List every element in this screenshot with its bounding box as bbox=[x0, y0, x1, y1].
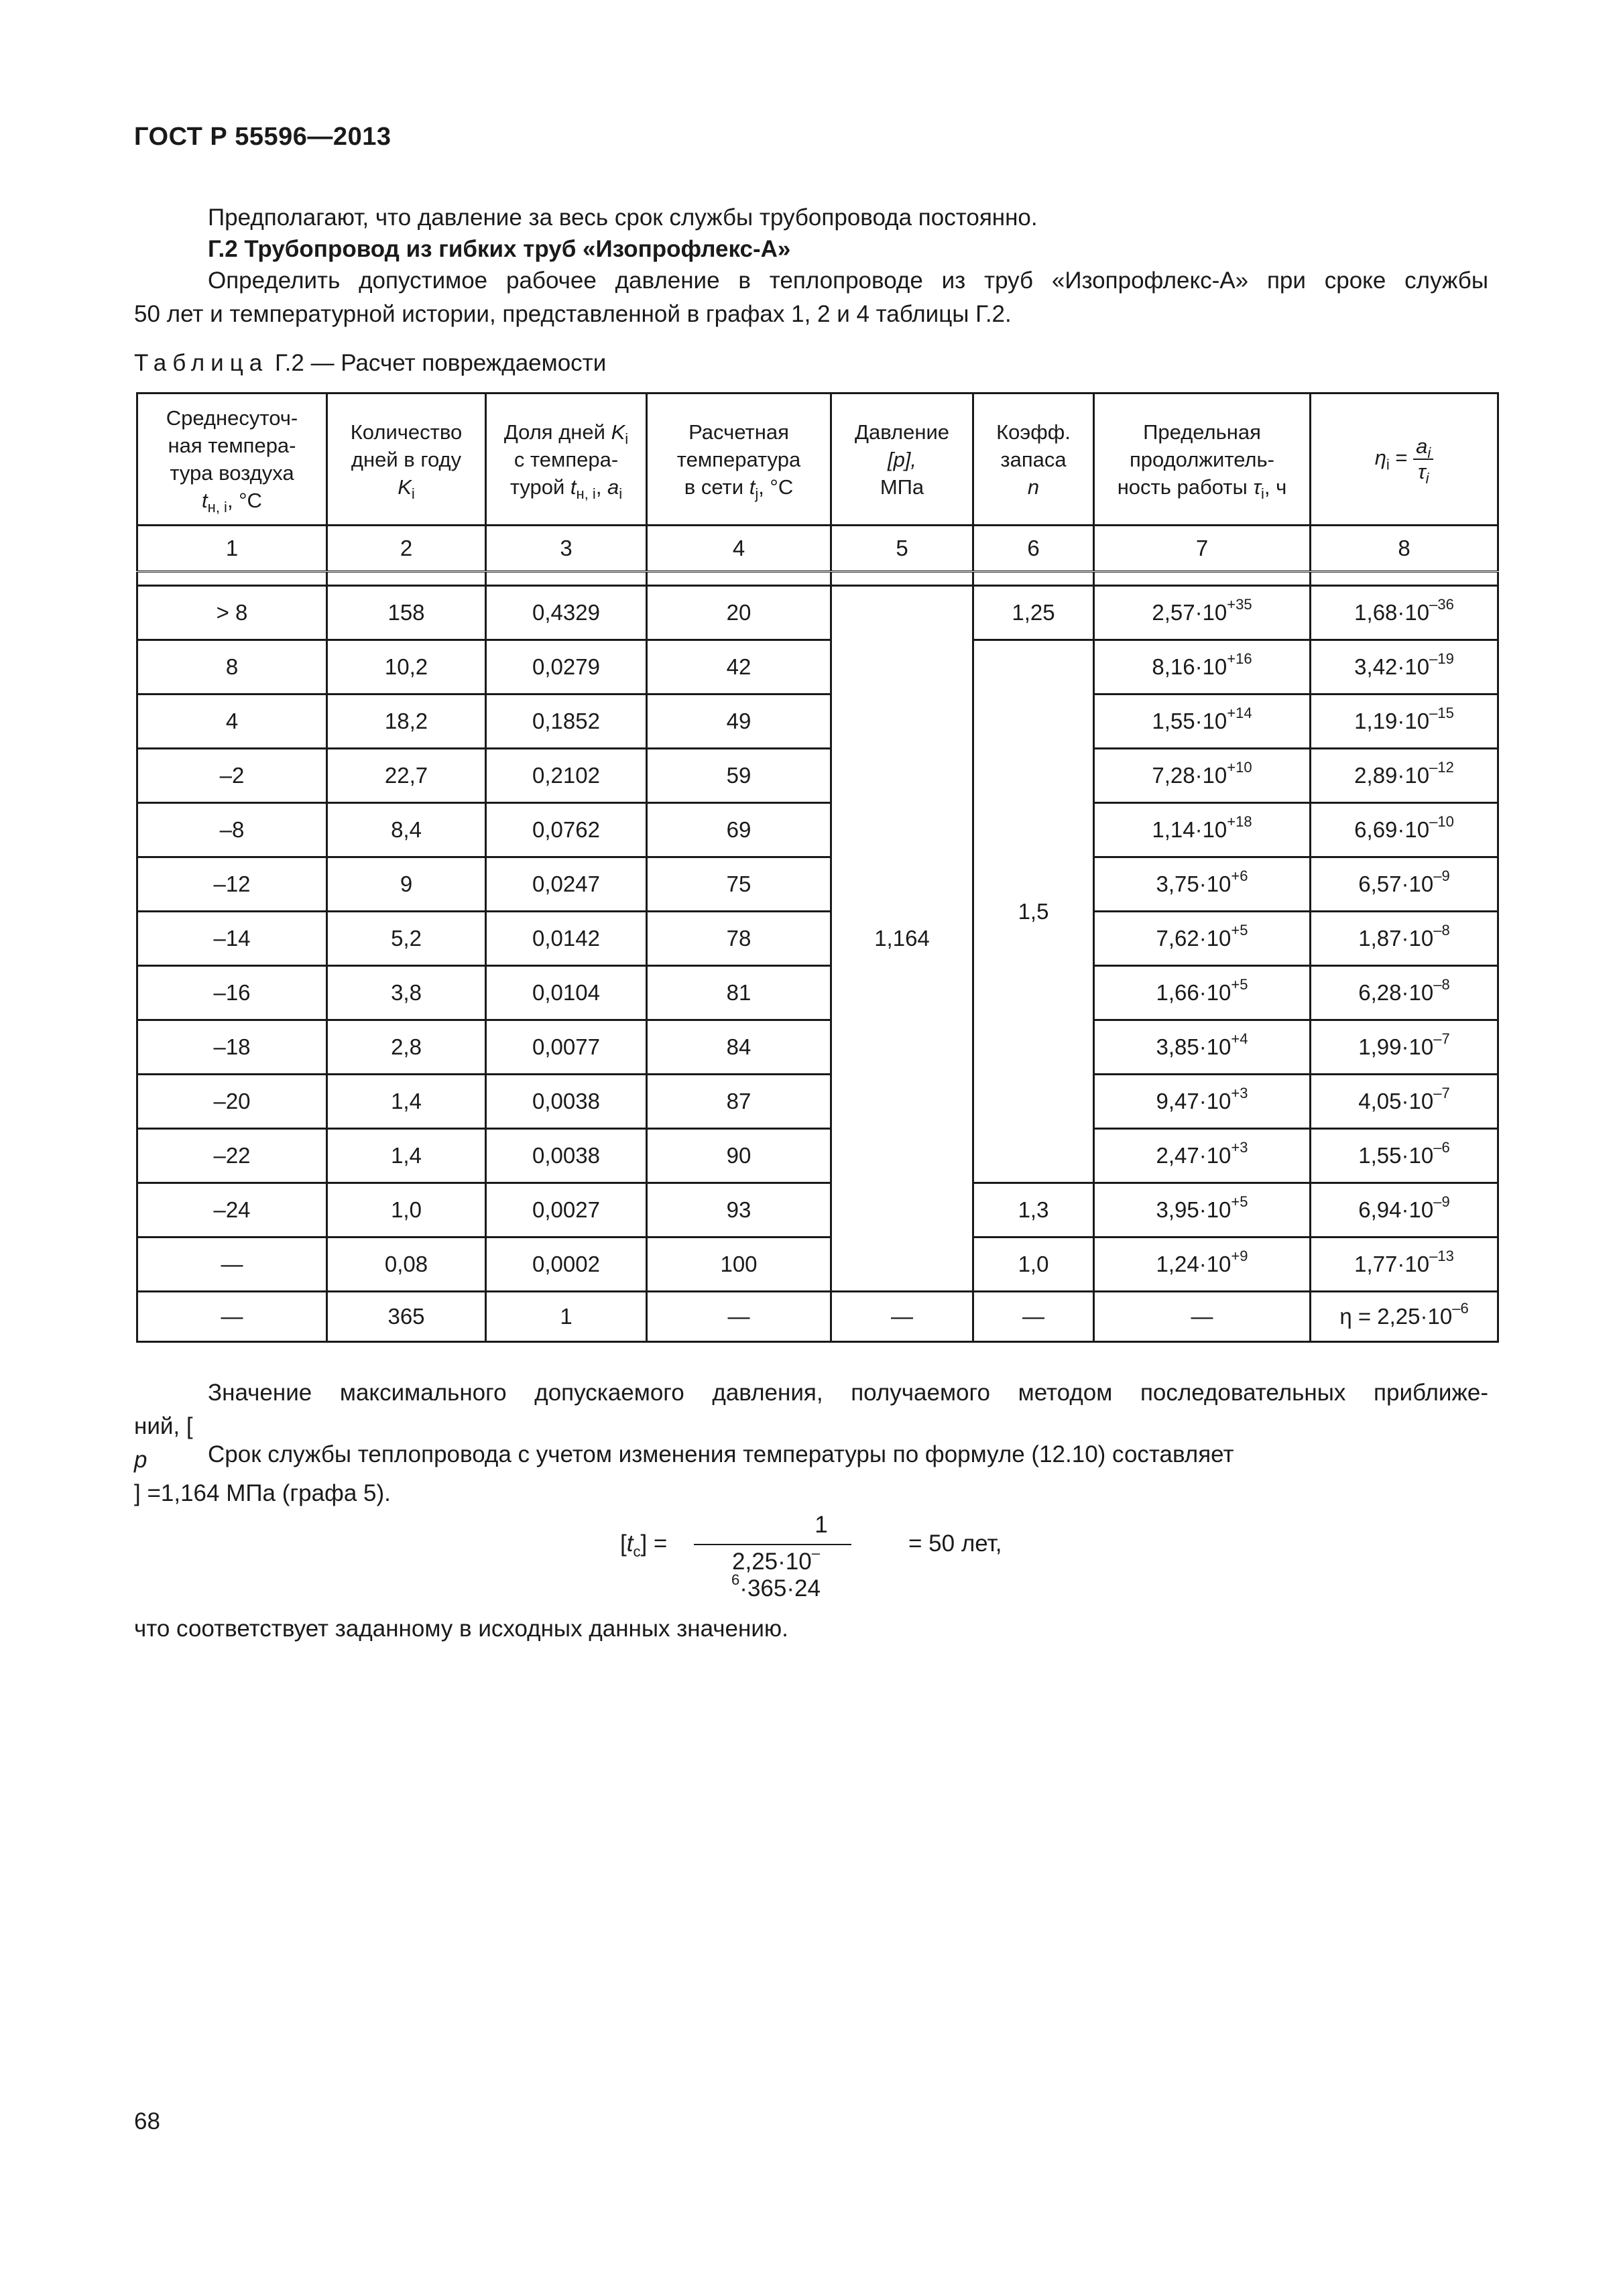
cell-total-eta-mantissa: η = 2,25·10 bbox=[1339, 1304, 1453, 1329]
paragraph-max-pressure-line-1: Значение максимального допускаемого давления, получаемого методом последовательных приближе- bbox=[208, 1380, 1488, 1406]
cell-total-a: 1 bbox=[486, 1292, 647, 1342]
header-pressure bbox=[831, 394, 973, 526]
cell-limit-duration-mantissa: 7,28·10 bbox=[1152, 763, 1227, 788]
cell-damage-exponent: –12 bbox=[1429, 759, 1454, 776]
cell-network-temperature: 100 bbox=[647, 1237, 831, 1292]
cell-total-t: — bbox=[137, 1292, 327, 1342]
separator-cell bbox=[486, 572, 647, 586]
cell-total-tau: — bbox=[1094, 1292, 1311, 1342]
cell-limit-duration bbox=[1094, 966, 1311, 1020]
header-c8-denominator: τ bbox=[1417, 460, 1426, 483]
header-c1-symbol: t bbox=[202, 489, 208, 512]
header-c3-symbol: K bbox=[611, 420, 625, 444]
cell-limit-duration-exponent: +14 bbox=[1227, 705, 1252, 721]
header-c7-line-1: Предельная bbox=[1143, 420, 1261, 444]
table-row bbox=[137, 1237, 1498, 1292]
formula-den-b: ·365·24 bbox=[739, 1575, 821, 1602]
cell-total-eta bbox=[1311, 1292, 1498, 1342]
cell-days-count: 18,2 bbox=[327, 694, 486, 749]
section-title: Г.2 Трубопровод из гибких труб «Изопрофлекс-А» bbox=[208, 236, 791, 262]
cell-damage-mantissa: 6,94·10 bbox=[1358, 1197, 1434, 1222]
damage-table bbox=[136, 392, 1497, 1353]
cell-damage-mantissa: 1,19·10 bbox=[1354, 709, 1430, 733]
cell-limit-duration-exponent: +3 bbox=[1231, 1085, 1248, 1101]
cell-damage-mantissa: 1,99·10 bbox=[1358, 1034, 1434, 1059]
table-row bbox=[137, 857, 1498, 912]
header-c3-line-2: с темпера- bbox=[514, 447, 619, 471]
cell-limit-duration bbox=[1094, 1075, 1311, 1129]
formula-rhs: = 50 лет, bbox=[908, 1530, 1002, 1557]
max-pressure-symbol: p bbox=[134, 1447, 147, 1473]
cell-days-count: 1,4 bbox=[327, 1129, 486, 1183]
separator-row bbox=[137, 572, 1498, 586]
cell-damage-mantissa: 6,57·10 bbox=[1358, 871, 1434, 896]
column-number: 3 bbox=[486, 526, 647, 572]
cell-limit-duration-mantissa: 8,16·10 bbox=[1152, 654, 1227, 679]
cell-air-temperature: — bbox=[137, 1237, 327, 1292]
cell-limit-duration-exponent: +3 bbox=[1231, 1139, 1248, 1156]
cell-days-fraction: 0,0762 bbox=[486, 803, 647, 857]
separator-cell bbox=[831, 572, 973, 586]
formula-lhs-symbol: t bbox=[626, 1530, 634, 1557]
cell-network-temperature: 42 bbox=[647, 640, 831, 694]
header-c8-equals: = bbox=[1389, 446, 1414, 470]
cell-damage bbox=[1311, 966, 1498, 1020]
cell-air-temperature: 4 bbox=[137, 694, 327, 749]
cell-damage-exponent: –9 bbox=[1433, 1193, 1450, 1210]
cell-damage-mantissa: 1,55·10 bbox=[1358, 1143, 1434, 1168]
cell-damage bbox=[1311, 1237, 1498, 1292]
cell-network-temperature: 84 bbox=[647, 1020, 831, 1075]
table-row bbox=[137, 966, 1498, 1020]
cell-network-temperature: 90 bbox=[647, 1129, 831, 1183]
header-c1-unit: , °С bbox=[227, 489, 262, 512]
paragraph-pressure-constant: Предполагают, что давление за весь срок службы трубопровода постоянно. bbox=[208, 204, 1038, 231]
cell-damage-exponent: –8 bbox=[1433, 976, 1450, 993]
table-row bbox=[137, 1129, 1498, 1183]
table-row bbox=[137, 749, 1498, 803]
table-caption-label: Таблица bbox=[134, 350, 269, 376]
header-c8-numerator: a bbox=[1416, 434, 1428, 458]
cell-limit-duration-exponent: +5 bbox=[1231, 1193, 1248, 1210]
cell-air-temperature: –2 bbox=[137, 749, 327, 803]
cell-damage-mantissa: 6,28·10 bbox=[1358, 980, 1434, 1005]
cell-damage-mantissa: 3,42·10 bbox=[1354, 654, 1430, 679]
cell-air-temperature: –22 bbox=[137, 1129, 327, 1183]
header-c7-subscript: i bbox=[1261, 485, 1264, 502]
column-number: 1 bbox=[137, 526, 327, 572]
cell-limit-duration bbox=[1094, 1020, 1311, 1075]
cell-days-fraction: 0,0002 bbox=[486, 1237, 647, 1292]
cell-days-fraction: 0,2102 bbox=[486, 749, 647, 803]
formula-den-a: 2,25·10 bbox=[732, 1549, 812, 1575]
cell-limit-duration bbox=[1094, 912, 1311, 966]
cell-damage-mantissa: 4,05·10 bbox=[1358, 1089, 1434, 1113]
header-c7-symbol: τ bbox=[1253, 475, 1262, 499]
header-air-temperature bbox=[137, 394, 327, 526]
cell-limit-duration-mantissa: 2,57·10 bbox=[1152, 600, 1227, 625]
paragraph-service-life: Срок службы теплопровода с учетом изменения температуры по формуле (12.10) составляет bbox=[208, 1441, 1234, 1467]
cell-damage-exponent: –7 bbox=[1433, 1030, 1450, 1047]
cell-days-fraction: 0,0247 bbox=[486, 857, 647, 912]
cell-days-count: 1,0 bbox=[327, 1183, 486, 1237]
header-c4-symbol: t bbox=[749, 475, 756, 499]
table-row bbox=[137, 640, 1498, 694]
paragraph-task-line-1: Определить допустимое рабочее давление в теплопроводе из труб «Изопрофлекс-А» при сроке службы bbox=[208, 267, 1488, 294]
separator-cell bbox=[327, 572, 486, 586]
table-row bbox=[137, 1075, 1498, 1129]
cell-limit-duration-exponent: +5 bbox=[1231, 922, 1248, 939]
header-network-temperature bbox=[647, 394, 831, 526]
cell-damage-exponent: –13 bbox=[1429, 1248, 1454, 1264]
cell-days-count: 3,8 bbox=[327, 966, 486, 1020]
cell-damage-mantissa: 2,89·10 bbox=[1354, 763, 1430, 788]
column-number: 4 bbox=[647, 526, 831, 572]
cell-limit-duration bbox=[1094, 803, 1311, 857]
cell-days-count: 158 bbox=[327, 586, 486, 640]
cell-limit-duration bbox=[1094, 694, 1311, 749]
header-c7-line-2: продолжитель- bbox=[1129, 447, 1274, 471]
document-header: ГОСТ Р 55596—2013 bbox=[134, 123, 392, 151]
table-row bbox=[137, 912, 1498, 966]
table-caption bbox=[134, 350, 606, 377]
cell-air-temperature: –24 bbox=[137, 1183, 327, 1237]
cell-damage-mantissa: 1,87·10 bbox=[1358, 926, 1434, 951]
cell-damage bbox=[1311, 1020, 1498, 1075]
header-c2-line-2: дней в году bbox=[351, 447, 462, 471]
header-c2-symbol: K bbox=[398, 475, 412, 499]
cell-limit-duration-exponent: +18 bbox=[1227, 813, 1252, 830]
cell-total-k: 365 bbox=[327, 1292, 486, 1342]
header-days-fraction bbox=[486, 394, 647, 526]
cell-limit-duration bbox=[1094, 1129, 1311, 1183]
separator-cell bbox=[973, 572, 1094, 586]
header-safety-factor bbox=[973, 394, 1094, 526]
cell-total-n: — bbox=[973, 1292, 1094, 1342]
cell-network-temperature: 20 bbox=[647, 586, 831, 640]
paragraph-task bbox=[134, 264, 1488, 331]
cell-limit-duration bbox=[1094, 1183, 1311, 1237]
cell-total-tj: — bbox=[647, 1292, 831, 1342]
header-c8-denominator-subscript: i bbox=[1425, 470, 1429, 487]
header-c1-line-1: Среднесуточ- bbox=[166, 406, 298, 430]
header-c5-line-1: Давление bbox=[855, 420, 949, 444]
cell-air-temperature: 8 bbox=[137, 640, 327, 694]
cell-safety-factor-merged: 1,5 bbox=[973, 640, 1094, 1183]
cell-days-fraction: 0,4329 bbox=[486, 586, 647, 640]
header-c5-unit: МПа bbox=[880, 475, 924, 499]
cell-limit-duration-mantissa: 9,47·10 bbox=[1156, 1089, 1231, 1113]
header-c8-subscript: i bbox=[1386, 456, 1390, 473]
cell-days-fraction: 0,0038 bbox=[486, 1129, 647, 1183]
cell-damage-exponent: –36 bbox=[1429, 596, 1454, 613]
cell-damage-exponent: –10 bbox=[1429, 813, 1454, 830]
formula-numerator: 1 bbox=[815, 1512, 828, 1538]
cell-days-count: 10,2 bbox=[327, 640, 486, 694]
cell-days-fraction: 0,0038 bbox=[486, 1075, 647, 1129]
formula-den-exponent: –6 bbox=[731, 1545, 820, 1589]
cell-days-fraction: 0,0077 bbox=[486, 1020, 647, 1075]
cell-limit-duration-exponent: +5 bbox=[1231, 976, 1248, 993]
cell-limit-duration bbox=[1094, 640, 1311, 694]
column-number-row bbox=[137, 526, 1498, 572]
cell-network-temperature: 87 bbox=[647, 1075, 831, 1129]
cell-network-temperature: 69 bbox=[647, 803, 831, 857]
cell-days-fraction: 0,0142 bbox=[486, 912, 647, 966]
cell-damage bbox=[1311, 586, 1498, 640]
cell-safety-factor: 1,3 bbox=[973, 1183, 1094, 1237]
header-c1-subscript: н, i bbox=[207, 499, 227, 516]
cell-damage-mantissa: 6,69·10 bbox=[1354, 817, 1430, 842]
cell-network-temperature: 75 bbox=[647, 857, 831, 912]
table-header-row bbox=[137, 394, 1498, 526]
header-c3-separator: , bbox=[595, 475, 608, 499]
header-c3-subscript-2: н, i bbox=[576, 485, 596, 502]
cell-network-temperature: 93 bbox=[647, 1183, 831, 1237]
cell-damage bbox=[1311, 694, 1498, 749]
header-c2-line-1: Количество bbox=[350, 420, 463, 444]
formula-lhs bbox=[620, 1530, 668, 1560]
cell-air-temperature: –12 bbox=[137, 857, 327, 912]
cell-damage bbox=[1311, 749, 1498, 803]
cell-air-temperature: –18 bbox=[137, 1020, 327, 1075]
cell-days-fraction: 0,1852 bbox=[486, 694, 647, 749]
column-number: 8 bbox=[1311, 526, 1498, 572]
cell-network-temperature: 59 bbox=[647, 749, 831, 803]
cell-network-temperature: 81 bbox=[647, 966, 831, 1020]
cell-limit-duration-mantissa: 3,95·10 bbox=[1156, 1197, 1231, 1222]
cell-damage bbox=[1311, 640, 1498, 694]
header-c8-eta: η bbox=[1374, 446, 1386, 470]
cell-limit-duration bbox=[1094, 749, 1311, 803]
header-c1-line-2: ная темпера- bbox=[168, 434, 296, 457]
cell-limit-duration-exponent: +4 bbox=[1231, 1030, 1248, 1047]
cell-total-eta-exponent: –6 bbox=[1452, 1300, 1469, 1317]
header-limit-duration bbox=[1094, 394, 1311, 526]
cell-limit-duration bbox=[1094, 586, 1311, 640]
table-row bbox=[137, 586, 1498, 640]
cell-network-temperature: 49 bbox=[647, 694, 831, 749]
paragraph-task-line-2: 50 лет и температурной истории, представленной в графах 1, 2 и 4 таблицы Г.2. bbox=[134, 301, 1012, 327]
cell-limit-duration-mantissa: 1,55·10 bbox=[1152, 709, 1227, 733]
cell-network-temperature: 78 bbox=[647, 912, 831, 966]
formula-fraction-bar bbox=[694, 1544, 851, 1545]
cell-damage-mantissa: 1,77·10 bbox=[1354, 1252, 1430, 1276]
cell-days-fraction: 0,0104 bbox=[486, 966, 647, 1020]
header-c4-subscript: j bbox=[755, 485, 759, 502]
cell-air-temperature: –14 bbox=[137, 912, 327, 966]
column-number: 7 bbox=[1094, 526, 1311, 572]
header-c8-numerator-subscript: i bbox=[1427, 444, 1431, 462]
header-c6-line-1: Коэфф. bbox=[996, 420, 1071, 444]
separator-cell bbox=[1094, 572, 1311, 586]
cell-limit-duration-exponent: +35 bbox=[1227, 596, 1252, 613]
cell-damage-exponent: –8 bbox=[1433, 922, 1450, 939]
cell-air-temperature: –16 bbox=[137, 966, 327, 1020]
table-caption-title: Г.2 — Расчет повреждаемости bbox=[274, 350, 607, 376]
formula-lhs-close: ] = bbox=[640, 1530, 668, 1557]
header-c3-subscript-3: i bbox=[619, 485, 623, 502]
cell-damage-exponent: –15 bbox=[1429, 705, 1454, 721]
formula-lhs-open: [ bbox=[620, 1530, 627, 1557]
cell-days-count: 1,4 bbox=[327, 1075, 486, 1129]
table-row bbox=[137, 803, 1498, 857]
separator-cell bbox=[647, 572, 831, 586]
cell-limit-duration bbox=[1094, 1237, 1311, 1292]
cell-days-count: 22,7 bbox=[327, 749, 486, 803]
table-row bbox=[137, 1020, 1498, 1075]
paragraph-conclusion: что соответствует заданному в исходных данных значению. bbox=[134, 1616, 788, 1642]
cell-limit-duration-mantissa: 2,47·10 bbox=[1156, 1143, 1231, 1168]
header-damage-eta bbox=[1311, 394, 1498, 526]
cell-safety-factor: 1,0 bbox=[973, 1237, 1094, 1292]
cell-limit-duration-exponent: +6 bbox=[1231, 867, 1248, 884]
max-pressure-text-a: ний, [ bbox=[134, 1413, 193, 1439]
cell-damage bbox=[1311, 857, 1498, 912]
cell-days-count: 8,4 bbox=[327, 803, 486, 857]
cell-days-fraction: 0,0279 bbox=[486, 640, 647, 694]
cell-limit-duration-mantissa: 3,75·10 bbox=[1156, 871, 1231, 896]
header-c3-subscript: i bbox=[625, 430, 629, 447]
cell-air-temperature: –8 bbox=[137, 803, 327, 857]
column-number: 2 bbox=[327, 526, 486, 572]
cell-limit-duration-mantissa: 1,14·10 bbox=[1152, 817, 1227, 842]
cell-limit-duration bbox=[1094, 857, 1311, 912]
table-row bbox=[137, 694, 1498, 749]
cell-air-temperature: –20 bbox=[137, 1075, 327, 1129]
cell-limit-duration-exponent: +16 bbox=[1227, 650, 1252, 667]
cell-damage-mantissa: 1,68·10 bbox=[1354, 600, 1430, 625]
cell-days-count: 5,2 bbox=[327, 912, 486, 966]
cell-days-count: 0,08 bbox=[327, 1237, 486, 1292]
formula-lhs-subscript: c bbox=[633, 1543, 641, 1560]
header-c4-unit: , °С bbox=[758, 475, 794, 499]
cell-damage bbox=[1311, 803, 1498, 857]
cell-damage-exponent: –9 bbox=[1433, 867, 1450, 884]
separator-cell bbox=[137, 572, 327, 586]
cell-damage-exponent: –7 bbox=[1433, 1085, 1450, 1101]
cell-damage bbox=[1311, 912, 1498, 966]
cell-limit-duration-exponent: +9 bbox=[1231, 1248, 1248, 1264]
table-row bbox=[137, 1183, 1498, 1237]
header-c1-line-3: тура воздуха bbox=[170, 461, 294, 485]
cell-damage bbox=[1311, 1075, 1498, 1129]
header-c3-symbol-3: a bbox=[607, 475, 619, 499]
header-c2-subscript: i bbox=[411, 485, 415, 502]
header-c8-fraction bbox=[1413, 434, 1433, 487]
max-pressure-text-b: ] =1,164 МПа (графа 5). bbox=[134, 1480, 391, 1506]
cell-limit-duration-mantissa: 1,24·10 bbox=[1156, 1252, 1231, 1276]
header-c6-line-2: запаса bbox=[1000, 447, 1067, 471]
formula-denominator bbox=[694, 1545, 858, 1602]
cell-damage-exponent: –6 bbox=[1433, 1139, 1450, 1156]
header-c3-line-1: Доля дней bbox=[503, 420, 611, 444]
cell-damage bbox=[1311, 1129, 1498, 1183]
column-number: 6 bbox=[973, 526, 1094, 572]
separator-cell bbox=[1311, 572, 1498, 586]
header-c4-line-1: Расчетная bbox=[688, 420, 789, 444]
cell-damage-exponent: –19 bbox=[1429, 650, 1454, 667]
cell-limit-duration-mantissa: 1,66·10 bbox=[1156, 980, 1231, 1005]
header-c3-line-3: турой bbox=[509, 475, 570, 499]
cell-safety-factor: 1,25 bbox=[973, 586, 1094, 640]
cell-limit-duration-exponent: +10 bbox=[1227, 759, 1252, 776]
cell-days-fraction: 0,0027 bbox=[486, 1183, 647, 1237]
header-c4-line-3: в сети bbox=[684, 475, 749, 499]
cell-air-temperature: > 8 bbox=[137, 586, 327, 640]
cell-limit-duration-mantissa: 3,85·10 bbox=[1156, 1034, 1231, 1059]
cell-days-count: 2,8 bbox=[327, 1020, 486, 1075]
table-total-row bbox=[137, 1292, 1498, 1342]
page-number: 68 bbox=[134, 2108, 160, 2134]
column-number: 5 bbox=[831, 526, 973, 572]
header-days-count bbox=[327, 394, 486, 526]
header-c3-symbol-2: t bbox=[570, 475, 577, 499]
cell-limit-duration-mantissa: 7,62·10 bbox=[1156, 926, 1231, 951]
header-c7-unit: , ч bbox=[1264, 475, 1287, 499]
header-c5-symbol: [p], bbox=[887, 447, 917, 471]
cell-damage bbox=[1311, 1183, 1498, 1237]
header-c4-line-2: температура bbox=[676, 447, 801, 471]
cell-days-count: 9 bbox=[327, 857, 486, 912]
cell-pressure-merged: 1,164 bbox=[831, 586, 973, 1292]
header-c7-line-3: ность работы bbox=[1117, 475, 1254, 499]
cell-total-p: — bbox=[831, 1292, 973, 1342]
header-c6-symbol: n bbox=[1027, 475, 1040, 499]
